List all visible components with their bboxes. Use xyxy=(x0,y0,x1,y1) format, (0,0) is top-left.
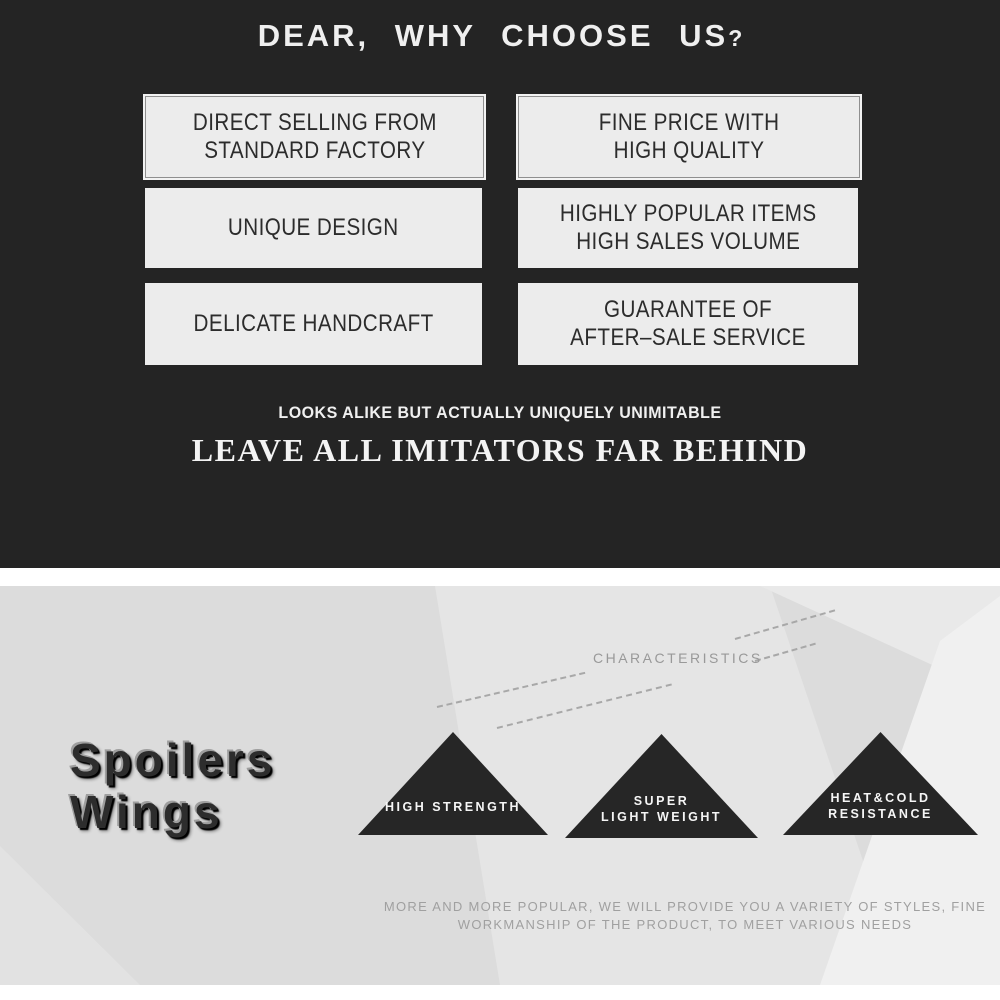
brand-line: Spoilers xyxy=(70,734,276,786)
feature-box-text xyxy=(599,109,780,165)
triangle-label xyxy=(358,799,548,815)
feature-box-guarantee xyxy=(518,283,858,365)
feature-line: GUARANTEE OF xyxy=(603,296,772,323)
triangle-label-line: RESISTANCE xyxy=(828,807,933,821)
feature-box-text xyxy=(228,214,399,242)
triangle-label-line: HEAT&COLD xyxy=(830,791,931,805)
feature-box-delicate-handcraft xyxy=(145,283,482,365)
feature-line: HIGHLY POPULAR ITEMS xyxy=(559,200,817,227)
feature-triangle-light-weight xyxy=(565,734,758,838)
feature-box-direct-selling xyxy=(145,96,484,178)
feature-line: HIGH QUALITY xyxy=(613,137,765,164)
feature-box-fine-price xyxy=(518,96,860,178)
feature-triangle-high-strength xyxy=(358,732,548,835)
section-title xyxy=(0,18,1000,54)
triangle-label-line: HIGH STRENGTH xyxy=(385,800,521,814)
feature-line: AFTER–SALE SERVICE xyxy=(570,324,806,351)
feature-box-popular-items xyxy=(518,188,858,268)
feature-triangle-heat-cold xyxy=(783,732,978,835)
brand-logo-text xyxy=(70,734,276,838)
title-question-mark: ? xyxy=(728,25,743,51)
feature-line: STANDARD FACTORY xyxy=(203,137,426,164)
brand-line: Wings xyxy=(70,786,223,838)
footer-line: WORKMANSHIP OF THE PRODUCT, TO MEET VARIOUS NEEDS xyxy=(457,916,913,932)
feature-box-text xyxy=(193,310,433,338)
triangle-label xyxy=(783,790,978,822)
feature-line: UNIQUE DESIGN xyxy=(228,214,399,241)
footer-line: MORE AND MORE POPULAR, WE WILL PROVIDE YOU A VARIETY OF STYLES, FINE xyxy=(383,899,987,914)
triangle-label-line: SUPER xyxy=(633,794,690,808)
characteristics-label: CHARACTERISTICS xyxy=(593,650,763,666)
tagline-small: LOOKS ALIKE BUT ACTUALLY UNIQUELY UNIMITABLE xyxy=(278,404,722,422)
title-text: DEAR, WHY CHOOSE US xyxy=(257,18,729,53)
feature-line: FINE PRICE WITH xyxy=(598,109,780,136)
footer-description xyxy=(370,898,1000,933)
feature-box-text xyxy=(570,296,806,352)
triangle-shape xyxy=(358,732,548,835)
feature-box-text xyxy=(192,109,436,165)
triangle-label xyxy=(565,793,758,825)
characteristics-section xyxy=(0,586,1000,985)
feature-line: DIRECT SELLING FROM xyxy=(192,109,437,136)
tagline-large: LEAVE ALL IMITATORS FAR BEHIND xyxy=(191,432,809,468)
feature-box-unique-design xyxy=(145,188,482,268)
feature-line: DELICATE HANDCRAFT xyxy=(193,310,434,337)
triangle-label-line: LIGHT WEIGHT xyxy=(601,810,722,824)
feature-line: HIGH SALES VOLUME xyxy=(575,228,801,255)
feature-box-text xyxy=(560,200,817,256)
